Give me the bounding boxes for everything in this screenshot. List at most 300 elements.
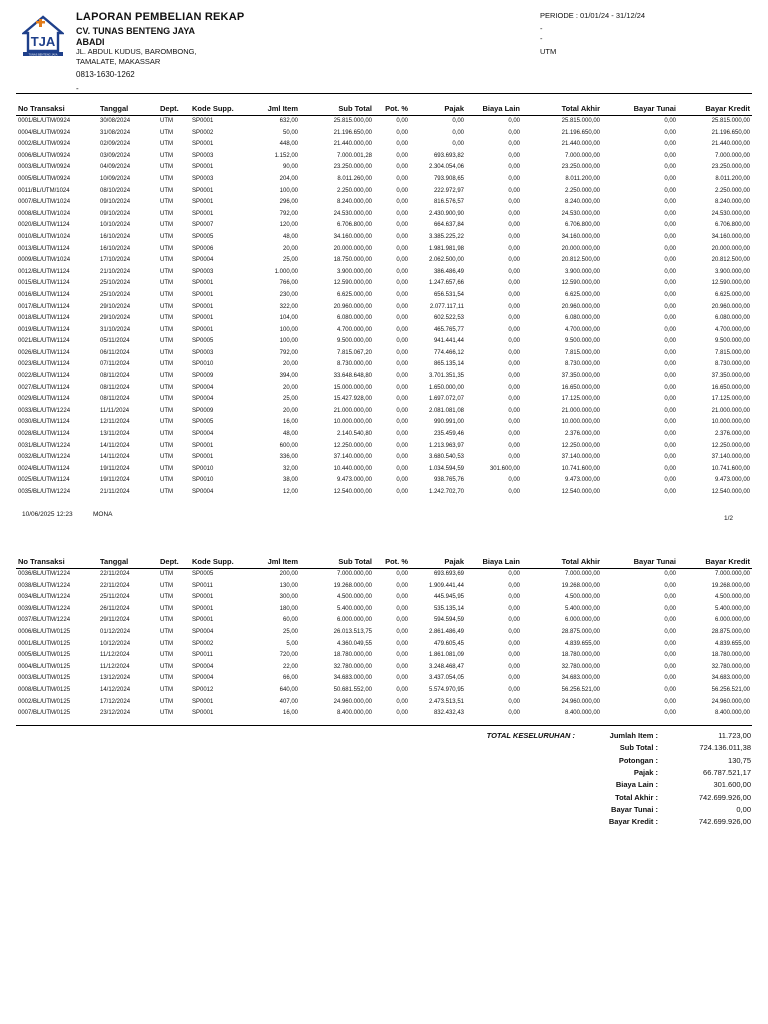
company-address xyxy=(76,47,246,67)
table-cell: UTM xyxy=(160,141,173,148)
table-cell: 0012/BL/UTM/1124 xyxy=(18,268,70,275)
table-cell: 0,00 xyxy=(508,582,520,589)
table-cell: 10.741.600,00 xyxy=(561,465,600,472)
table-cell: SP0004 xyxy=(192,396,214,403)
table-cell: 6.080.000,00 xyxy=(714,315,750,322)
table-cell: 12.590.000,00 xyxy=(711,280,750,287)
table-row xyxy=(16,487,752,499)
table-cell: 0,00 xyxy=(508,257,520,264)
table-cell: 0,00 xyxy=(664,675,676,682)
table-cell: 0002/BL/UTM/0924 xyxy=(18,141,71,148)
table-cell: 26.013.513,75 xyxy=(333,628,372,635)
table-cell: 14/11/2024 xyxy=(100,454,130,461)
table-cell: 24.960.000,00 xyxy=(711,698,750,705)
column-header: Bayar Tunai xyxy=(633,556,676,566)
table-cell: 0024/BL/UTM/1124 xyxy=(18,465,70,472)
table-cell: 24.530.000,00 xyxy=(333,210,372,217)
table-cell: 9.473.000,00 xyxy=(564,477,600,484)
table-cell: UTM xyxy=(160,164,173,171)
summary-label: Total Akhir : xyxy=(615,792,658,802)
table-cell: SP0001 xyxy=(192,210,214,217)
table-row xyxy=(16,244,752,256)
table-cell: 2.140.540,80 xyxy=(336,431,372,438)
company-name-line1: CV. TUNAS BENTENG JAYA xyxy=(76,26,196,36)
table-cell: 0,00 xyxy=(664,396,676,403)
table-cell: 100,00 xyxy=(279,187,298,194)
table-cell: 05/11/2024 xyxy=(100,338,130,345)
table-cell: 3.248.468,47 xyxy=(428,663,464,670)
table-cell: 479.605,45 xyxy=(433,640,464,647)
table-cell: 0,00 xyxy=(664,477,676,484)
table-cell: SP0001 xyxy=(192,605,214,612)
table-cell: UTM xyxy=(160,152,173,159)
table-cell: 7.815.000,00 xyxy=(714,349,750,356)
table-cell: 0,00 xyxy=(396,175,408,182)
table-cell: 8.400.000,00 xyxy=(564,710,600,717)
table-cell: 0,00 xyxy=(664,640,676,647)
address-line1: JL. ABDUL KUDUS, BAROMBONG, xyxy=(76,47,197,56)
logo-text: TJA xyxy=(30,34,56,49)
table-cell: UTM xyxy=(160,571,173,577)
table-cell: 0,00 xyxy=(396,315,408,322)
table-row xyxy=(16,151,752,163)
table-cell: 37.140.000,00 xyxy=(333,454,372,461)
table-cell: 0,00 xyxy=(664,118,676,124)
table-cell: 0,00 xyxy=(508,396,520,403)
table-cell: 4.839.655,00 xyxy=(714,640,750,647)
table-cell: 25,00 xyxy=(282,628,298,635)
table-cell: 19/11/2024 xyxy=(100,465,130,472)
table-cell: 25.815.000,00 xyxy=(333,118,372,124)
table-cell: SP0009 xyxy=(192,407,214,414)
table-cell: 0,00 xyxy=(508,349,520,356)
table-cell: 12.250.000,00 xyxy=(333,442,372,449)
table-row xyxy=(16,639,752,651)
table-cell: SP0011 xyxy=(192,582,213,589)
table-cell: 20,00 xyxy=(282,361,298,368)
table-cell: 24.960.000,00 xyxy=(561,698,600,705)
table-cell: 0,00 xyxy=(664,361,676,368)
table-cell: 0,00 xyxy=(396,118,408,124)
table-cell: 0,00 xyxy=(664,442,676,449)
summary-label: Jumlah Item : xyxy=(609,731,658,740)
table-cell: 0003/BL/UTM/0924 xyxy=(18,164,71,171)
table-cell: 11/12/2024 xyxy=(100,652,130,659)
table-cell: 766,00 xyxy=(279,280,298,287)
table-cell: SP0005 xyxy=(192,419,214,426)
table-cell: 0034/BL/UTM/1224 xyxy=(18,594,71,601)
table-cell: 32,00 xyxy=(282,465,298,472)
table-cell: 100,00 xyxy=(279,326,298,333)
column-header: Total Akhir xyxy=(561,556,600,566)
table-cell: UTM xyxy=(160,617,173,624)
table-cell: UTM xyxy=(160,129,173,136)
table-cell: SP0001 xyxy=(192,698,214,705)
table-cell: 0,00 xyxy=(396,141,408,148)
summary-label: Bayar Kredit : xyxy=(608,817,658,827)
table-cell: 0,00 xyxy=(508,291,520,298)
table-cell: SP0003 xyxy=(192,152,214,159)
table-cell: SP0001 xyxy=(192,199,214,206)
table-cell: 2.304.054,06 xyxy=(428,164,464,171)
table-cell: 25,00 xyxy=(282,257,298,264)
table-cell: 0,00 xyxy=(664,582,676,589)
table-cell: 0,00 xyxy=(664,628,676,635)
table-cell: 656.531,54 xyxy=(433,291,464,298)
table-cell: 60,00 xyxy=(282,617,298,624)
table-cell: 0,00 xyxy=(664,257,676,264)
table-cell: 34.683.000,00 xyxy=(711,675,750,682)
report-periode: PERIODE : 01/01/24 - 31/12/24 xyxy=(540,11,646,20)
table-cell: SP0003 xyxy=(192,268,214,275)
table-row xyxy=(16,348,752,360)
table-cell: 0,00 xyxy=(664,245,676,252)
table-cell: 600,00 xyxy=(279,442,298,449)
table-cell: 640,00 xyxy=(279,686,298,693)
column-header: Bayar Kredit xyxy=(705,556,750,566)
summary-value: 11.723,00 xyxy=(718,731,751,740)
table-cell: 19.268.000,00 xyxy=(711,582,750,589)
table-cell: 0,00 xyxy=(664,571,676,577)
periode-dash-1: - xyxy=(540,24,543,33)
table-cell: SP0001 xyxy=(192,454,214,461)
table-cell: 08/10/2024 xyxy=(100,187,131,194)
table-cell: SP0010 xyxy=(192,465,214,472)
table-cell: 20.000.000,00 xyxy=(561,245,600,252)
table-cell: 0,00 xyxy=(396,222,408,229)
table-cell: 336,00 xyxy=(279,454,298,461)
table-cell: 13/11/2024 xyxy=(100,431,130,438)
table-cell: 0,00 xyxy=(664,489,676,495)
table-cell: 38,00 xyxy=(282,477,298,484)
table-row xyxy=(16,406,752,418)
table-cell: 0,00 xyxy=(396,465,408,472)
table-row xyxy=(16,441,752,453)
table-cell: 0016/BL/UTM/1124 xyxy=(18,291,70,298)
table-cell: 130,00 xyxy=(279,582,298,589)
table-cell: 0011/BL/UTM/1024 xyxy=(18,187,70,194)
table-cell: 720,00 xyxy=(279,652,298,659)
table-cell: 4.500.000,00 xyxy=(714,594,750,601)
table-cell: UTM xyxy=(160,663,173,670)
table-cell: 793.908,65 xyxy=(433,175,464,182)
table-cell: 0,00 xyxy=(664,233,676,240)
table-cell: UTM xyxy=(160,465,173,472)
table-cell: SP0001 xyxy=(192,594,214,601)
table-cell: 8.240.000,00 xyxy=(564,199,600,206)
table-cell: 0008/BL/UTM/1024 xyxy=(18,210,71,217)
table-cell: 0,00 xyxy=(508,640,520,647)
table-cell: 100,00 xyxy=(279,338,298,345)
table-cell: 0,00 xyxy=(664,605,676,612)
table-cell: 34.683.000,00 xyxy=(333,675,372,682)
table-cell: UTM xyxy=(160,268,173,275)
table-cell: 0,00 xyxy=(396,129,408,136)
table-cell: 24.530.000,00 xyxy=(711,210,750,217)
table-cell: 16.650.000,00 xyxy=(711,384,750,391)
table-cell: 0,00 xyxy=(664,175,676,182)
table-cell: 0001/BL/UTM/0924 xyxy=(18,118,71,124)
table-cell: 774.466,12 xyxy=(433,349,464,356)
table-cell: UTM xyxy=(160,628,173,635)
table-cell: 3.900.000,00 xyxy=(564,268,600,275)
table-cell: 21.196.650,00 xyxy=(561,129,600,136)
table-row xyxy=(16,255,752,267)
table-cell: SP0005 xyxy=(192,338,214,345)
table-cell: 20.960.000,00 xyxy=(561,303,600,310)
table-cell: 0,00 xyxy=(396,710,408,717)
table-cell: 21.196.650,00 xyxy=(333,129,372,136)
table-cell: 0039/BL/UTM/1224 xyxy=(18,605,71,612)
table-cell: 0,00 xyxy=(508,686,520,693)
table-cell: 2.250.000,00 xyxy=(714,187,750,194)
table-cell: 0,00 xyxy=(396,257,408,264)
column-header: Biaya Lain xyxy=(482,103,520,113)
table-cell: 792,00 xyxy=(279,349,298,356)
column-header: Kode Supp. xyxy=(192,556,234,566)
table-cell: 9.500.000,00 xyxy=(336,338,372,345)
table-cell: 0,00 xyxy=(396,594,408,601)
table-row xyxy=(16,394,752,406)
table-cell: 0,00 xyxy=(396,407,408,414)
table-row xyxy=(16,662,752,674)
table-cell: UTM xyxy=(160,280,173,287)
table-cell: 4.500.000,00 xyxy=(564,594,600,601)
table-row xyxy=(16,673,752,685)
table-cell: 6.000.000,00 xyxy=(564,617,600,624)
table-cell: 0,00 xyxy=(664,349,676,356)
table-cell: 29/10/2024 xyxy=(100,315,131,322)
table-cell: 0005/BL/UTM/0924 xyxy=(18,175,71,182)
table-cell: SP0010 xyxy=(192,361,214,368)
table-cell: 0037/BL/UTM/1224 xyxy=(18,617,71,624)
table-cell: UTM xyxy=(160,349,173,356)
table-cell: 1.697.072,07 xyxy=(428,396,464,403)
table-cell: 34.160.000,00 xyxy=(333,233,372,240)
table-cell: 0,00 xyxy=(508,373,520,380)
table-cell: 1.000,00 xyxy=(274,268,298,275)
table-cell: SP0003 xyxy=(192,175,214,182)
table-cell: 12/11/2024 xyxy=(100,419,130,426)
table-cell: 5.400.000,00 xyxy=(564,605,600,612)
table-cell: SP0010 xyxy=(192,477,214,484)
table-cell: SP0004 xyxy=(192,675,214,682)
table-cell: 0,00 xyxy=(396,349,408,356)
table-cell: 0,00 xyxy=(396,164,408,171)
table-cell: 0036/BL/UTM/1224 xyxy=(18,571,71,577)
table-cell: 32.780.000,00 xyxy=(711,663,750,670)
table-cell: 0,00 xyxy=(508,141,520,148)
table-row xyxy=(16,209,752,221)
table-cell: 0,00 xyxy=(396,489,408,495)
summary-value: 130,75 xyxy=(728,755,751,765)
table-cell: UTM xyxy=(160,652,173,659)
table-cell: 14/12/2024 xyxy=(100,686,131,693)
table-cell: 21.440.000,00 xyxy=(333,141,372,148)
table-cell: 0006/BL/UTM/0924 xyxy=(18,152,71,159)
table-cell: 0020/BL/UTM/1124 xyxy=(18,222,70,229)
table-cell: 0,00 xyxy=(508,210,520,217)
table-cell: 1.213.963,97 xyxy=(428,442,464,449)
table-cell: 7.815.067,20 xyxy=(336,349,372,356)
table-cell: 03/09/2024 xyxy=(100,152,131,159)
table-row xyxy=(16,581,752,593)
table-cell: UTM xyxy=(160,222,173,229)
table-cell: 0,00 xyxy=(508,442,520,449)
table-cell: 4.700.000,00 xyxy=(714,326,750,333)
table-cell: 0019/BL/UTM/1124 xyxy=(18,326,70,333)
table-cell: UTM xyxy=(160,477,173,484)
table-cell: 4.500.000,00 xyxy=(336,594,372,601)
table-body xyxy=(16,116,752,499)
table-cell: 200,00 xyxy=(279,571,298,577)
table-cell: 4.360.049,55 xyxy=(336,640,372,647)
table-cell: 15.000.000,00 xyxy=(333,384,372,391)
table-cell: 8.240.000,00 xyxy=(714,199,750,206)
table-cell: 21.000.000,00 xyxy=(561,407,600,414)
summary-rule xyxy=(16,725,752,726)
table-cell: 37.140.000,00 xyxy=(561,454,600,461)
table-cell: UTM xyxy=(160,594,173,601)
table-cell: 8.011.200,00 xyxy=(715,175,750,182)
table-cell: 407,00 xyxy=(279,698,298,705)
table-cell: 19.268.000,00 xyxy=(333,582,372,589)
table-cell: 0,00 xyxy=(508,268,520,275)
print-datetime: 10/06/2025 12:23 xyxy=(22,511,73,518)
table-cell: 1.152,00 xyxy=(274,152,298,159)
table-cell: UTM xyxy=(160,710,173,717)
table-cell: 4.700.000,00 xyxy=(336,326,372,333)
table-cell: 20,00 xyxy=(282,245,298,252)
table-cell: 12.540.000,00 xyxy=(333,489,372,495)
column-header: Biaya Lain xyxy=(482,556,520,566)
table-cell: 21.196.650,00 xyxy=(711,129,750,136)
table-cell: 235.459,46 xyxy=(433,431,464,438)
table-cell: SP0007 xyxy=(192,222,214,229)
table-cell: 104,00 xyxy=(279,315,298,322)
table-cell: 0023/BL/UTM/1124 xyxy=(18,361,70,368)
table-cell: 32.780.000,00 xyxy=(333,663,372,670)
table-cell: 448,00 xyxy=(279,141,298,148)
table-cell: 6.000.000,00 xyxy=(336,617,372,624)
table-cell: 6.625.000,00 xyxy=(564,291,600,298)
table-cell: 0,00 xyxy=(396,326,408,333)
table-cell: 0,00 xyxy=(508,222,520,229)
table-cell: 0,00 xyxy=(396,419,408,426)
table-cell: 48,00 xyxy=(282,233,298,240)
table-cell: UTM xyxy=(160,431,173,438)
table-cell: 34.683.000,00 xyxy=(561,675,600,682)
table-row xyxy=(16,232,752,244)
table-cell: 7.000.000,00 xyxy=(564,571,600,577)
table-cell: 23.250.000,00 xyxy=(333,164,372,171)
table-cell: 6.080.000,00 xyxy=(564,315,600,322)
summary-value: 724.136.011,38 xyxy=(699,743,751,753)
table-cell: 25/10/2024 xyxy=(100,280,131,287)
table-cell: 0006/BL/UTM/0125 xyxy=(18,628,71,635)
table-cell: 693.693,69 xyxy=(433,571,464,577)
column-header: Pajak xyxy=(444,556,464,566)
table-cell: 37.140.000,00 xyxy=(711,454,750,461)
table-cell: UTM xyxy=(160,361,173,368)
table-cell: 12.590.000,00 xyxy=(333,280,372,287)
table-cell: 0,00 xyxy=(508,605,520,612)
table-cell: 0,00 xyxy=(396,617,408,624)
table-cell: SP0001 xyxy=(192,326,214,333)
table-cell: 0,00 xyxy=(508,454,520,461)
column-header: Jml Item xyxy=(267,556,298,566)
table-cell: 7.000.000,00 xyxy=(336,571,372,577)
table-cell: 0035/BL/UTM/1224 xyxy=(18,489,71,495)
table-cell: 0,00 xyxy=(396,431,408,438)
table-cell: 2.250.000,00 xyxy=(336,187,372,194)
table-cell: 56.256.521,00 xyxy=(711,686,750,693)
table-cell: UTM xyxy=(160,640,173,647)
table-cell: 10/10/2024 xyxy=(100,222,131,229)
table-cell: SP0004 xyxy=(192,257,214,264)
table-cell: 22/11/2024 xyxy=(100,571,130,577)
table-cell: 1.242.702,70 xyxy=(428,489,464,495)
table-cell: SP0006 xyxy=(192,245,214,252)
table-cell: 1.247.657,66 xyxy=(428,280,464,287)
table-cell: 37.350.000,00 xyxy=(711,373,750,380)
table-cell: 1.981.981,98 xyxy=(428,245,464,252)
table-cell: 0,00 xyxy=(396,268,408,275)
table-cell: 30/08/2024 xyxy=(100,118,131,124)
table-cell: SP0004 xyxy=(192,431,214,438)
table-row xyxy=(16,186,752,198)
table-cell: 25.815.000,00 xyxy=(711,118,750,124)
column-header: Tanggal xyxy=(100,556,129,566)
table-cell: UTM xyxy=(160,686,173,693)
summary-label: Pajak : xyxy=(633,767,658,777)
table-cell: 0,00 xyxy=(664,210,676,217)
table-cell: 4.700.000,00 xyxy=(564,326,600,333)
table-cell: 32.780.000,00 xyxy=(561,663,600,670)
table-cell: 180,00 xyxy=(279,605,298,612)
table-cell: UTM xyxy=(160,396,173,403)
table-row xyxy=(16,313,752,325)
table-cell: 7.000.000,00 xyxy=(564,152,600,159)
table-cell: 15.427.928,00 xyxy=(333,396,372,403)
table-cell: 1.034.594,59 xyxy=(428,465,464,472)
table-cell: 990.991,00 xyxy=(433,419,464,426)
table-row xyxy=(16,278,752,290)
table-cell: SP0001 xyxy=(192,442,214,449)
table-cell: 56.256.521,00 xyxy=(561,686,600,693)
table-cell: 301.600,00 xyxy=(489,465,520,472)
table-cell: 0,00 xyxy=(396,338,408,345)
table-cell: 0,00 xyxy=(664,222,676,229)
table-cell: 10.000.000,00 xyxy=(561,419,600,426)
table-cell: 17.125.000,00 xyxy=(711,396,750,403)
table-cell: 0,00 xyxy=(396,245,408,252)
company-name-line2: ABADI xyxy=(76,37,105,47)
table-cell: 10.741.600,00 xyxy=(711,465,750,472)
table-cell: 0,00 xyxy=(396,187,408,194)
table-cell: 0025/BL/UTM/1124 xyxy=(18,477,70,484)
table-cell: UTM xyxy=(160,175,173,182)
table-cell: 09/10/2024 xyxy=(100,199,131,206)
summary-label: Bayar Tunai : xyxy=(611,804,658,814)
table-cell: 0,00 xyxy=(508,652,520,659)
table-cell: 25.815.000,00 xyxy=(561,118,600,124)
table-cell: 0,00 xyxy=(508,187,520,194)
table-cell: 2.250.000,00 xyxy=(564,187,600,194)
summary-value: 301.600,00 xyxy=(713,780,751,790)
table-cell: 50.681.552,00 xyxy=(333,686,372,693)
header-dash: - xyxy=(76,84,79,93)
